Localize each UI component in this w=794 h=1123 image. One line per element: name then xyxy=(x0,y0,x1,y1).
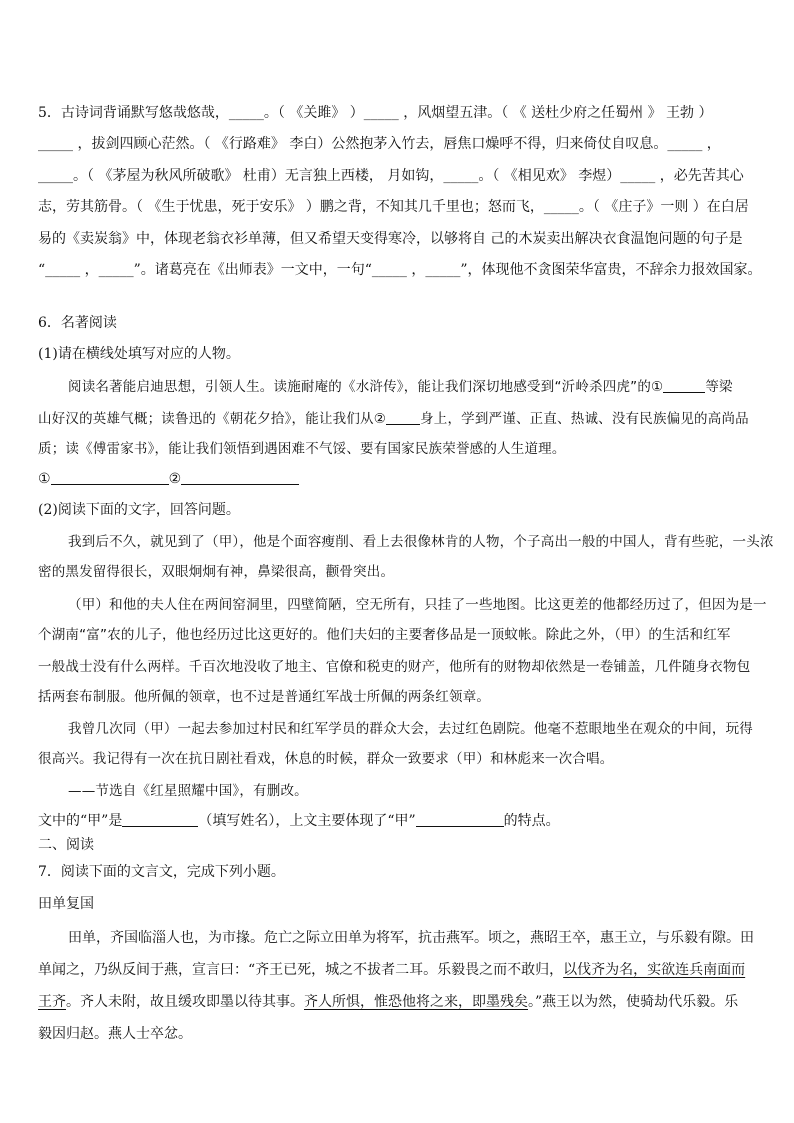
q6-para1-line1 xyxy=(68,378,758,396)
q5-line-5: 易的《卖炭翁》中，体现老翁衣衫单薄，但又希望天变得寒冷，以够将自 己的木炭卖出解决衣食温饱问题的句子是 xyxy=(38,231,743,247)
classical-p3-end: 。”燕王以为然，使骑劫代乐毅。乐 xyxy=(528,994,739,1010)
reading-p3-line2: 很高兴。我记得有一次在抗日剧社看戏，休息的时候，群众一致要求（甲）和林彪来一次合唱。 xyxy=(38,751,614,767)
classical-p2-text: 单闻之，乃纵反间于燕，宣言曰：“齐王已死，城之不拔者二耳。乐毅畏之而不敢归， xyxy=(38,962,564,978)
q6-para1-line2-text: 山好汉的英雄气概；读鲁迅的《朝花夕拾》，能让我们从② xyxy=(38,411,387,427)
q6-para1-line2-end: 身上，学到严谨、正直、热诚、没有民族偏见的高尚品 xyxy=(420,411,749,427)
q7-subtitle: 田单复国 xyxy=(38,896,94,912)
underlined-sentence-1-end: 王齐 xyxy=(38,994,66,1010)
q6-sub1: (1)请在横线处填写对应的人物。 xyxy=(38,346,240,362)
q6-question-end: 的特点。 xyxy=(503,813,560,829)
reading-p2-line2: 个湖南“富”农的儿子，他也经历过比这更好的。他们夫妇的主要奢侈品是一顶蚊帐。除此之外，（甲）的生活和红军 xyxy=(38,627,731,643)
answer-field-trait[interactable] xyxy=(416,812,504,827)
classical-p2 xyxy=(38,961,758,979)
classical-p4: 毅因归赵。燕人士卒忿。 xyxy=(38,1026,192,1042)
q6-question xyxy=(38,812,758,830)
answer-blank-1[interactable] xyxy=(663,378,705,393)
q6-para1-line2 xyxy=(38,410,758,428)
reading-p1-line1: 我到后不久，就见到了（甲），他是个面容瘦削、看上去很像林肯的人物，个子高出一般的中国人，背有些驼，一头浓 xyxy=(68,534,774,550)
classical-p3-text: 。齐人未附，故且缓攻即墨以待其事。 xyxy=(66,994,304,1010)
marker-1: ① xyxy=(38,471,51,487)
q7-title: 7．阅读下面的文言文，完成下列小题。 xyxy=(38,864,285,880)
section-title: 二、阅读 xyxy=(38,837,94,853)
reading-p3-line1: 我曾几次同（甲）一起去参加过村民和红军学员的群众大会，去过红色剧院。他毫不惹眼地坐在观众的中间，玩得 xyxy=(68,721,753,737)
reading-p2-line3: 一般战士没有什么两样。千百次地没收了地主、官僚和税吏的财产，他所有的财物却依然是一卷铺盖，几件随身衣物包 xyxy=(38,659,751,675)
q6-para1-text-end: 等梁 xyxy=(705,379,733,395)
underlined-sentence-1: 以伐齐为名，实欲连兵南面而 xyxy=(563,962,746,978)
q6-para1-line3: 质；读《傅雷家书》，能让我们领悟到遇困难不气馁、要有国家民族荣誉感的人生道理。 xyxy=(38,441,566,457)
reading-p1-line2: 密的黑发留得很长，双眼炯炯有神，鼻梁很高，颧骨突出。 xyxy=(38,564,395,580)
q6-sub2: (2)阅读下面的文字，回答问题。 xyxy=(38,502,240,518)
q6-para1-text: 阅读名著能启迪思想，引领人生。读施耐庵的《水浒传》，能让我们深切地感受到“沂岭杀四虎”的① xyxy=(68,379,664,395)
reading-p2-line4: 括两套布制服。他所佩的领章，也不过是普通红军战士所佩的两条红领章。 xyxy=(38,689,491,705)
q5-line-4: 志，劳其筋骨。（ 《生于忧患，死于安乐》 ）鹏之背，不知其几千里也；怒而飞，_____。（ 《庄子》一则 ）在白居 xyxy=(38,199,749,215)
reading-p2-line1: （甲）和他的夫人住在两间窑洞里，四壁简陋，空无所有，只挂了一些地图。比这更差的他都经历过了，但因为是一 xyxy=(68,597,767,613)
q6-title: 6．名著阅读 xyxy=(38,315,117,331)
classical-p3 xyxy=(38,993,758,1011)
q5-line-1: 5．古诗词背诵默写悠哉悠哉，_____。（ 《关雎》 ）_____ ，风烟望五津。（ 《 送杜少府之任蜀州 》 王勃 ） xyxy=(38,105,713,121)
q5-line-2: _____ ，拔剑四顾心茫然。（ 《行路难》 李白）公然抱茅入竹去，唇焦口燥呼不得，归来倚仗自叹息。_____ ， xyxy=(38,136,721,152)
answer-field-2[interactable] xyxy=(181,470,299,485)
q6-question-mid: （填写姓名），上文主要体现了“甲” xyxy=(198,813,416,829)
underlined-sentence-2: 齐人所惧，惟恐他将之来，即墨残矣 xyxy=(304,994,528,1010)
q5-line-6: “_____ ，_____”。诸葛亮在《出师表》一文中，一句“_____ ，_____”，体现他不贪图荣华富贵，不辞余力报效国家。 xyxy=(38,262,762,278)
answer-field-1[interactable] xyxy=(51,470,169,485)
classical-p1: 田单，齐国临淄人也，为市掾。危亡之际立田单为将军，抗击燕军。顷之，燕昭王卒，惠王立，与乐毅有隙。田 xyxy=(68,930,754,946)
q5-line-3: _____。（ 《茅屋为秋风所破歌》 杜甫）无言独上西楼， 月如钩，_____。（ 《相见欢》 李煜）_____ ，必先苦其心 xyxy=(38,168,744,184)
q6-answer-line xyxy=(38,470,758,488)
reading-source: ——节选自《红星照耀中国》，有删改。 xyxy=(68,783,308,799)
answer-field-name[interactable] xyxy=(122,812,198,827)
q6-question-text: 文中的“甲”是 xyxy=(38,813,123,829)
answer-blank-2[interactable] xyxy=(386,410,420,425)
marker-2: ② xyxy=(168,471,182,487)
